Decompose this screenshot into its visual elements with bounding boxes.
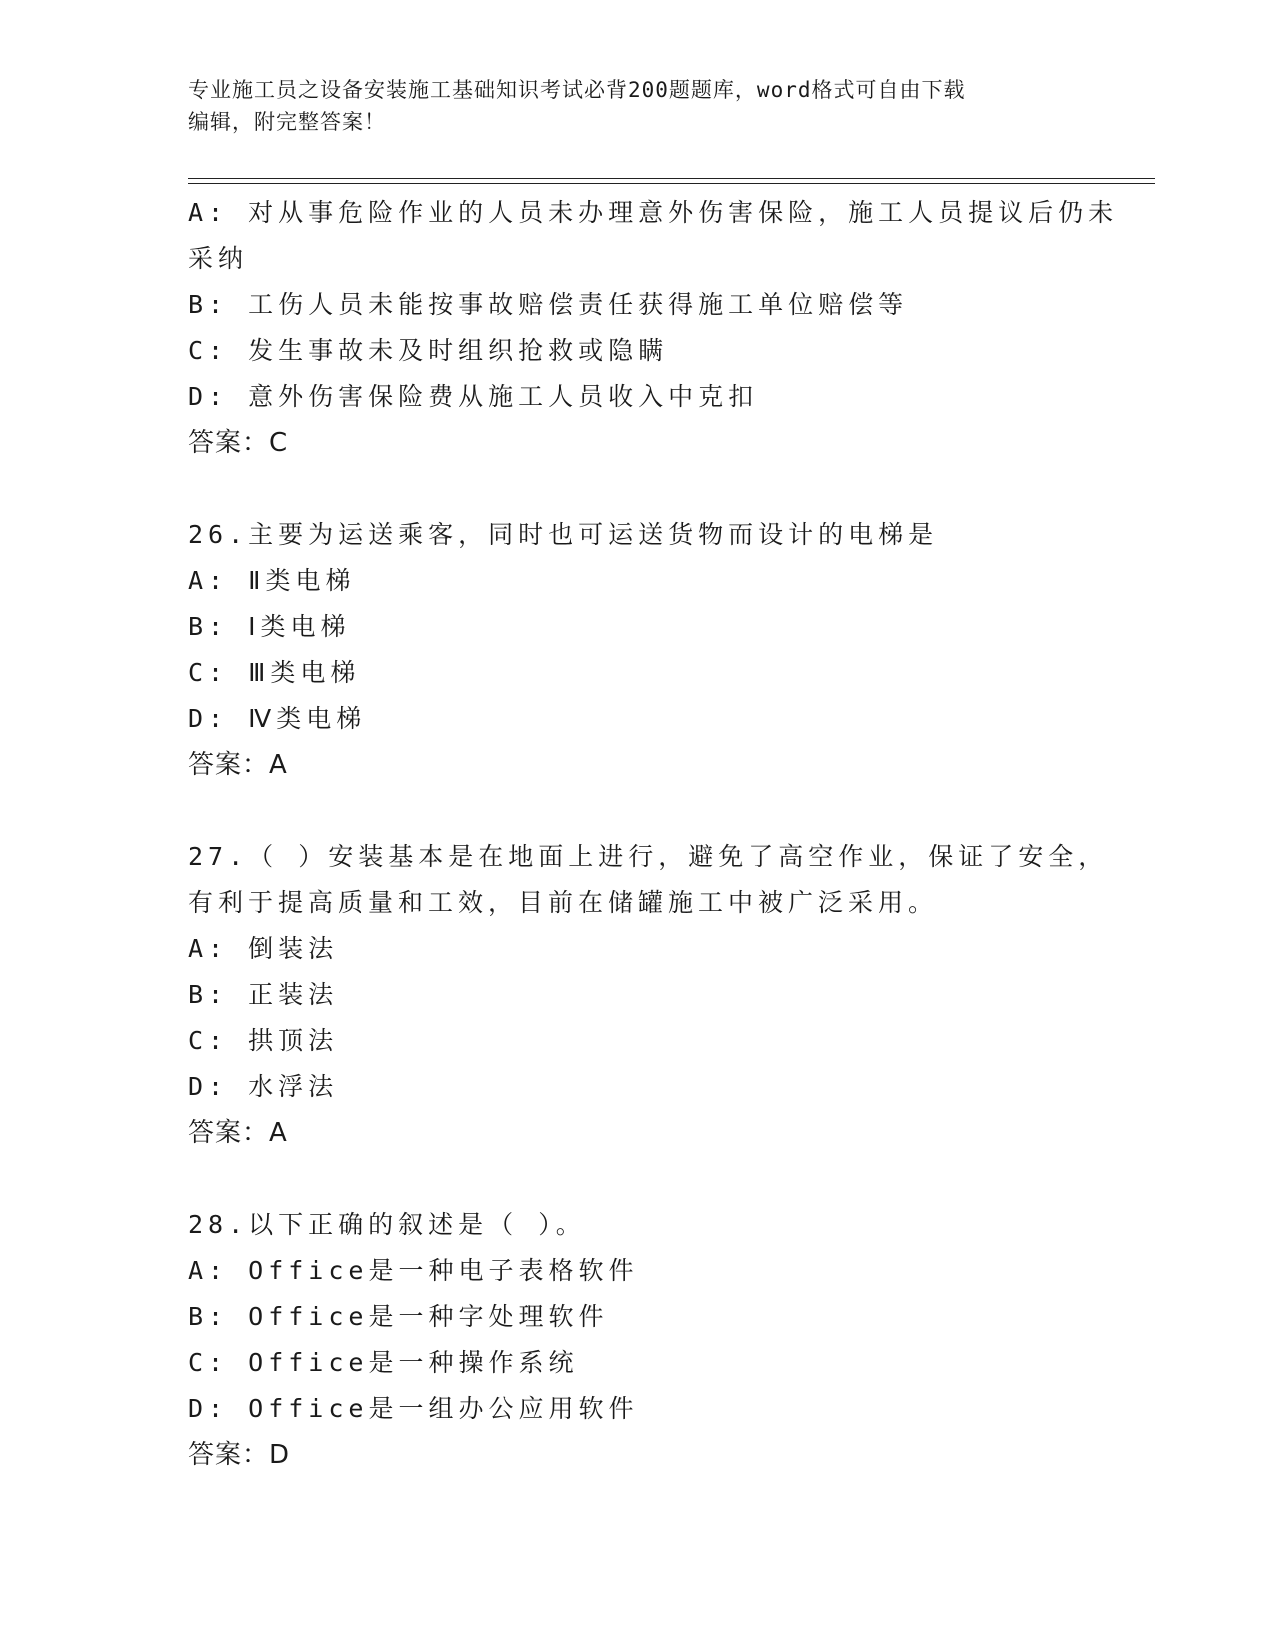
option-c: C: 拱顶法 xyxy=(188,1026,339,1055)
spacer xyxy=(188,788,1088,834)
option-d: D: Ⅳ类电梯 xyxy=(188,704,367,733)
answer: 答案：C xyxy=(188,428,289,458)
option-a: A: Office是一种电子表格软件 xyxy=(188,1256,639,1285)
question-26 xyxy=(188,512,1088,788)
document-header xyxy=(188,74,1088,138)
header-title-line-2: 编辑，附完整答案！ xyxy=(188,110,386,134)
option-a: A: 对从事危险作业的人员未办理意外伤害保险，施工人员提议后仍未 xyxy=(188,198,1119,227)
header-divider-top xyxy=(188,178,1155,179)
option-a: A: Ⅱ类电梯 xyxy=(188,566,356,595)
option-d: D: Office是一组办公应用软件 xyxy=(188,1394,639,1423)
answer: 答案：D xyxy=(188,1440,291,1470)
option-c: C: Ⅲ类电梯 xyxy=(188,658,361,687)
option-a-continued: 采纳 xyxy=(188,244,249,273)
question-28 xyxy=(188,1202,1088,1478)
question-stem-continued: 有利于提高质量和工效，目前在储罐施工中被广泛采用。 xyxy=(188,888,939,917)
option-b: B: 正装法 xyxy=(188,980,339,1009)
spacer xyxy=(188,466,1088,512)
answer: 答案：A xyxy=(188,1118,288,1148)
question-stem: 28.以下正确的叙述是（ ）。 xyxy=(188,1210,586,1239)
option-b: B: Ⅰ类电梯 xyxy=(188,612,351,641)
question-25 xyxy=(188,190,1119,466)
option-d: D: 意外伤害保险费从施工人员收入中克扣 xyxy=(188,382,759,411)
answer: 答案：A xyxy=(188,750,288,780)
spacer xyxy=(188,1156,1088,1202)
question-list xyxy=(188,190,1119,1478)
option-b: B: Office是一种字处理软件 xyxy=(188,1302,609,1331)
question-stem: 27.（ ）安装基本是在地面上进行，避免了高空作业，保证了安全， xyxy=(188,842,1109,871)
option-c: C: Office是一种操作系统 xyxy=(188,1348,579,1377)
option-b: B: 工伤人员未能按事故赔偿责任获得施工单位赔偿等 xyxy=(188,290,909,319)
header-divider-bottom xyxy=(188,183,1155,184)
header-title-line-1: 专业施工员之设备安装施工基础知识考试必背200题题库，word格式可自由下载 xyxy=(188,78,966,102)
question-stem: 26.主要为运送乘客，同时也可运送货物而设计的电梯是 xyxy=(188,520,939,549)
option-a: A: 倒装法 xyxy=(188,934,339,963)
question-27 xyxy=(188,834,1109,1156)
option-d: D: 水浮法 xyxy=(188,1072,339,1101)
option-c: C: 发生事故未及时组织抢救或隐瞒 xyxy=(188,336,669,365)
